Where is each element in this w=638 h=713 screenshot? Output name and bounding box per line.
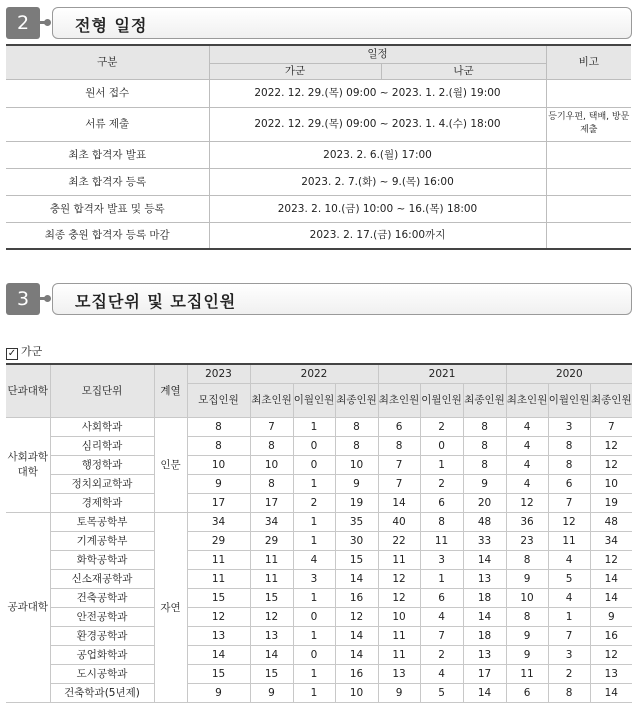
quota-value: 12	[590, 456, 632, 475]
schedule-value: 2023. 2. 7.(화) ~ 9.(목) 16:00	[209, 168, 546, 195]
header-initial: 최초인원	[506, 384, 548, 418]
table-row	[6, 646, 632, 665]
quota-value: 6	[420, 589, 463, 608]
quota-value: 1	[293, 684, 335, 703]
quota-value: 14	[590, 570, 632, 589]
quota-value: 16	[590, 627, 632, 646]
quota-value: 5	[548, 570, 590, 589]
quota-value: 7	[420, 627, 463, 646]
quota-value: 1	[420, 570, 463, 589]
unit-name: 행정학과	[50, 456, 154, 475]
unit-name: 경제학과	[50, 494, 154, 513]
unit-name: 정치외교학과	[50, 475, 154, 494]
quota-value: 4	[506, 456, 548, 475]
quota-value: 4	[293, 551, 335, 570]
quota-value: 17	[250, 494, 293, 513]
quota-value: 12	[250, 608, 293, 627]
quota-value: 34	[250, 513, 293, 532]
quota-value: 22	[378, 532, 420, 551]
quota-value: 4	[548, 589, 590, 608]
quota-value: 1	[420, 456, 463, 475]
unit-name: 환경공학과	[50, 627, 154, 646]
quota-value: 7	[548, 494, 590, 513]
quota-value: 17	[463, 665, 506, 684]
unit-name: 기계공학부	[50, 532, 154, 551]
quota-value: 18	[463, 589, 506, 608]
quota-value: 10	[378, 608, 420, 627]
track-name: 인문	[154, 418, 187, 513]
header-carried: 이월인원	[293, 384, 335, 418]
quota-value: 10	[335, 456, 378, 475]
quota-value: 8	[548, 456, 590, 475]
quota-value: 9	[506, 646, 548, 665]
quota-value: 48	[463, 513, 506, 532]
quota-value: 12	[335, 608, 378, 627]
quota-value: 1	[548, 608, 590, 627]
quota-value: 16	[335, 665, 378, 684]
college-name: 공과대학	[6, 513, 50, 703]
header-group-ga: 가군	[209, 63, 381, 79]
schedule-note	[546, 141, 631, 168]
quota-value: 14	[463, 551, 506, 570]
quota-value: 13	[378, 665, 420, 684]
quota-value: 11	[548, 532, 590, 551]
header-final: 최종인원	[463, 384, 506, 418]
quota-value: 35	[335, 513, 378, 532]
quota-value: 9	[590, 608, 632, 627]
quota-value: 15	[187, 665, 250, 684]
quota-value: 0	[293, 437, 335, 456]
quota-value: 7	[590, 418, 632, 437]
quota-value: 12	[590, 551, 632, 570]
quota-value: 12	[590, 646, 632, 665]
quota-value: 48	[590, 513, 632, 532]
section-2-header	[6, 7, 632, 39]
table-row	[6, 589, 632, 608]
section-connector	[40, 297, 48, 300]
quota-value: 10	[187, 456, 250, 475]
quota-value: 8	[548, 684, 590, 703]
quota-value: 5	[420, 684, 463, 703]
schedule-value: 2022. 12. 29.(목) 09:00 ~ 2023. 1. 4.(수) 18:00	[209, 107, 546, 141]
quota-value: 4	[506, 475, 548, 494]
quota-value: 13	[463, 646, 506, 665]
schedule-label: 충원 합격자 발표 및 등록	[6, 195, 209, 222]
table-row	[6, 532, 632, 551]
quota-value: 11	[187, 570, 250, 589]
header-schedule: 일정	[209, 45, 546, 63]
schedule-label: 최초 합격자 발표	[6, 141, 209, 168]
section-number: 2	[6, 7, 40, 39]
quota-value: 14	[335, 570, 378, 589]
quota-value: 14	[463, 684, 506, 703]
schedule-value: 2023. 2. 6.(월) 17:00	[209, 141, 546, 168]
quota-value: 11	[250, 551, 293, 570]
quota-value: 2	[293, 494, 335, 513]
quota-value: 0	[293, 646, 335, 665]
schedule-note	[546, 79, 631, 107]
header-carried: 이월인원	[420, 384, 463, 418]
quota-value: 9	[378, 684, 420, 703]
header-year: 2023	[187, 364, 250, 384]
quota-value: 14	[335, 627, 378, 646]
table-row	[6, 627, 632, 646]
unit-name: 사회학과	[50, 418, 154, 437]
quota-value: 12	[378, 589, 420, 608]
quota-value: 12	[548, 513, 590, 532]
quota-value: 13	[463, 570, 506, 589]
quota-value: 12	[378, 570, 420, 589]
unit-name: 화학공학과	[50, 551, 154, 570]
quota-value: 3	[548, 418, 590, 437]
quota-value: 34	[590, 532, 632, 551]
quota-value: 8	[187, 437, 250, 456]
quota-value: 1	[293, 665, 335, 684]
schedule-value: 2022. 12. 29.(목) 09:00 ~ 2023. 1. 2.(월) 19:00	[209, 79, 546, 107]
table-row	[6, 608, 632, 627]
quota-value: 2	[548, 665, 590, 684]
quota-value: 10	[590, 475, 632, 494]
quota-value: 0	[293, 456, 335, 475]
quota-value: 1	[293, 475, 335, 494]
quota-value: 11	[250, 570, 293, 589]
quota-value: 3	[420, 551, 463, 570]
quota-value: 33	[463, 532, 506, 551]
schedule-label: 최종 충원 합격자 등록 마감	[6, 222, 209, 249]
quota-value: 9	[250, 684, 293, 703]
quota-value: 14	[590, 684, 632, 703]
schedule-table	[6, 44, 631, 250]
header-year: 2020	[506, 364, 632, 384]
header-recruit: 모집인원	[187, 384, 250, 418]
quota-value: 8	[335, 418, 378, 437]
quota-value: 29	[187, 532, 250, 551]
schedule-label: 최초 합격자 등록	[6, 168, 209, 195]
quota-value: 15	[250, 589, 293, 608]
section-title: 전형 일정	[75, 16, 148, 35]
quota-value: 14	[250, 646, 293, 665]
quota-value: 12	[187, 608, 250, 627]
quota-table	[6, 363, 632, 703]
quota-value: 8	[250, 437, 293, 456]
quota-value: 11	[378, 646, 420, 665]
quota-value: 1	[293, 418, 335, 437]
quota-value: 7	[250, 418, 293, 437]
header-initial: 최초인원	[378, 384, 420, 418]
quota-value: 9	[506, 627, 548, 646]
quota-value: 3	[293, 570, 335, 589]
quota-value: 40	[378, 513, 420, 532]
table-row	[6, 570, 632, 589]
header-year: 2021	[378, 364, 506, 384]
quota-value: 9	[335, 475, 378, 494]
quota-value: 6	[548, 475, 590, 494]
quota-value: 15	[335, 551, 378, 570]
header-initial: 최초인원	[250, 384, 293, 418]
quota-value: 10	[335, 684, 378, 703]
unit-name: 도시공학과	[50, 665, 154, 684]
table-row	[6, 494, 632, 513]
quota-value: 8	[187, 418, 250, 437]
section-connector	[40, 21, 48, 24]
quota-value: 6	[420, 494, 463, 513]
header-category: 구분	[6, 45, 209, 79]
schedule-note	[546, 222, 631, 249]
quota-value: 12	[590, 437, 632, 456]
quota-value: 8	[335, 437, 378, 456]
schedule-note	[546, 195, 631, 222]
quota-value: 1	[293, 627, 335, 646]
unit-name: 건축학과(5년제)	[50, 684, 154, 703]
quota-value: 6	[378, 418, 420, 437]
quota-value: 2	[420, 475, 463, 494]
quota-value: 7	[378, 475, 420, 494]
quota-value: 0	[293, 608, 335, 627]
quota-value: 14	[590, 589, 632, 608]
header-final: 최종인원	[335, 384, 378, 418]
header-college: 단과대학	[6, 364, 50, 418]
quota-value: 29	[250, 532, 293, 551]
quota-value: 4	[548, 551, 590, 570]
quota-value: 8	[420, 513, 463, 532]
quota-value: 11	[420, 532, 463, 551]
quota-value: 13	[590, 665, 632, 684]
quota-value: 1	[293, 532, 335, 551]
quota-value: 2	[420, 418, 463, 437]
unit-name: 심리학과	[50, 437, 154, 456]
quota-value: 1	[293, 589, 335, 608]
table-row	[6, 513, 632, 532]
quota-value: 14	[463, 608, 506, 627]
schedule-value: 2023. 2. 17.(금) 16:00까지	[209, 222, 546, 249]
quota-value: 8	[463, 456, 506, 475]
quota-value: 4	[420, 608, 463, 627]
schedule-note: 등기우편, 택배, 방문 제출	[546, 107, 631, 141]
quota-value: 8	[506, 608, 548, 627]
section-title: 모집단위 및 모집인원	[75, 292, 237, 311]
quota-value: 14	[335, 646, 378, 665]
schedule-value: 2023. 2. 10.(금) 10:00 ~ 16.(목) 18:00	[209, 195, 546, 222]
quota-value: 19	[335, 494, 378, 513]
quota-value: 11	[506, 665, 548, 684]
checkbox-checked-icon: ✓	[7, 348, 17, 359]
quota-value: 8	[548, 437, 590, 456]
quota-value: 8	[506, 551, 548, 570]
quota-value: 11	[378, 551, 420, 570]
schedule-label: 원서 접수	[6, 79, 209, 107]
group-label	[6, 343, 42, 360]
group-label-text: 가군	[21, 345, 43, 358]
quota-value: 15	[250, 665, 293, 684]
quota-value: 14	[378, 494, 420, 513]
header-note: 비고	[546, 45, 631, 79]
quota-value: 34	[187, 513, 250, 532]
unit-name: 신소재공학과	[50, 570, 154, 589]
quota-value: 7	[378, 456, 420, 475]
unit-name: 공업화학과	[50, 646, 154, 665]
table-row	[6, 551, 632, 570]
college-name: 사회과학대학	[6, 418, 50, 513]
quota-value: 9	[463, 475, 506, 494]
section-3-header	[6, 283, 632, 315]
section-number: 3	[6, 283, 40, 315]
table-row	[6, 665, 632, 684]
quota-value: 18	[463, 627, 506, 646]
quota-value: 9	[187, 475, 250, 494]
header-final: 최종인원	[590, 384, 632, 418]
quota-value: 6	[506, 684, 548, 703]
schedule-label: 서류 제출	[6, 107, 209, 141]
schedule-note	[546, 168, 631, 195]
quota-value: 11	[187, 551, 250, 570]
header-unit: 모집단위	[50, 364, 154, 418]
header-carried: 이월인원	[548, 384, 590, 418]
quota-value: 13	[250, 627, 293, 646]
quota-value: 15	[187, 589, 250, 608]
quota-value: 11	[378, 627, 420, 646]
quota-value: 19	[590, 494, 632, 513]
quota-value: 13	[187, 627, 250, 646]
quota-value: 10	[250, 456, 293, 475]
track-name: 자연	[154, 513, 187, 703]
section-title-box	[52, 283, 632, 315]
quota-value: 12	[506, 494, 548, 513]
table-row	[6, 418, 632, 437]
quota-body	[6, 418, 632, 703]
quota-value: 7	[548, 627, 590, 646]
header-year: 2022	[250, 364, 378, 384]
quota-value: 16	[335, 589, 378, 608]
unit-name: 안전공학과	[50, 608, 154, 627]
unit-name: 토목공학부	[50, 513, 154, 532]
quota-value: 8	[463, 437, 506, 456]
quota-value: 8	[250, 475, 293, 494]
quota-value: 4	[420, 665, 463, 684]
quota-value: 9	[506, 570, 548, 589]
quota-value: 4	[506, 418, 548, 437]
quota-value: 17	[187, 494, 250, 513]
header-track: 계열	[154, 364, 187, 418]
header-group-na: 나군	[381, 63, 546, 79]
quota-value: 30	[335, 532, 378, 551]
quota-value: 9	[187, 684, 250, 703]
quota-value: 8	[378, 437, 420, 456]
quota-value: 4	[506, 437, 548, 456]
quota-value: 14	[187, 646, 250, 665]
quota-value: 2	[420, 646, 463, 665]
quota-value: 10	[506, 589, 548, 608]
unit-name: 건축공학과	[50, 589, 154, 608]
quota-value: 23	[506, 532, 548, 551]
quota-value: 20	[463, 494, 506, 513]
table-row	[6, 437, 632, 456]
table-row	[6, 684, 632, 703]
quota-value: 0	[420, 437, 463, 456]
quota-value: 36	[506, 513, 548, 532]
quota-value: 3	[548, 646, 590, 665]
table-row	[6, 456, 632, 475]
section-title-box	[52, 7, 632, 39]
table-row	[6, 475, 632, 494]
quota-value: 8	[463, 418, 506, 437]
quota-value: 1	[293, 513, 335, 532]
